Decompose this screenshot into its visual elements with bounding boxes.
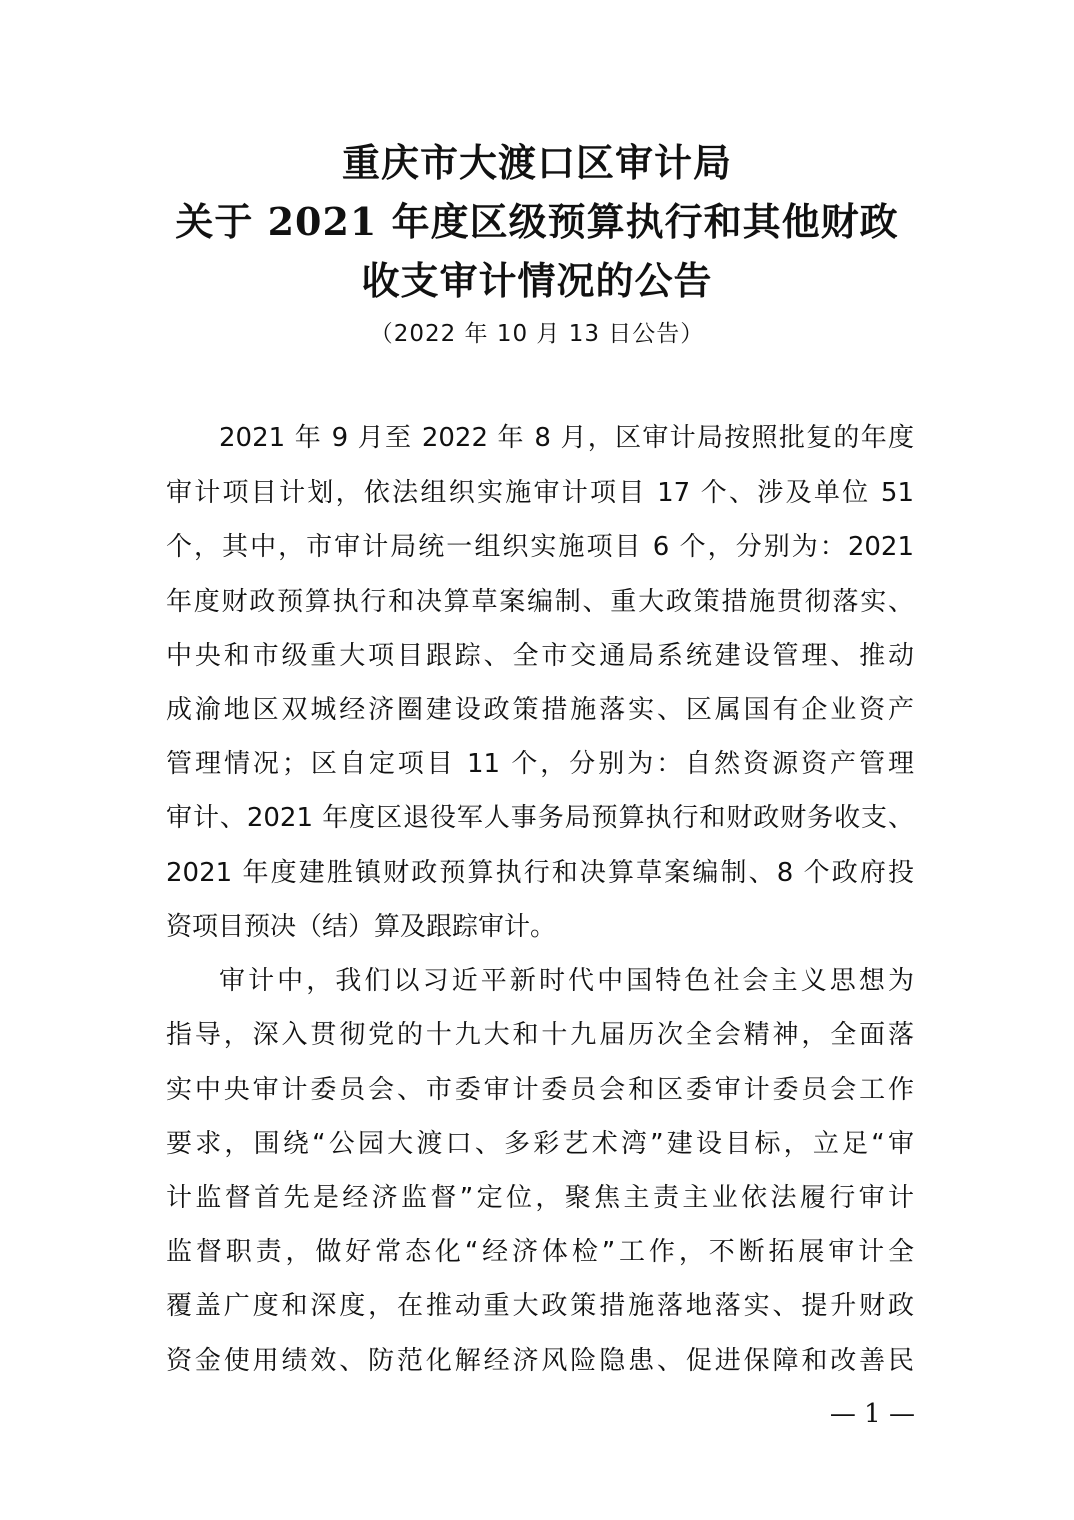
paragraph-1-line-2: 审计项目计划，依法组织实施审计项目 17 个、涉及单位 51	[166, 478, 914, 508]
paragraph-2-line-1: 审计中，我们以习近平新时代中国特色社会主义思想为	[219, 966, 914, 996]
paragraph-1-line-3: 个，其中，市审计局统一组织实施项目 6 个，分别为：2021	[166, 532, 914, 562]
paragraph-1-line-8: 审计、2021 年度区退役军人事务局预算执行和财政财务收支、	[166, 803, 914, 833]
paragraph-2-line-7: 覆盖广度和深度，在推动重大政策措施落地落实、提升财政	[166, 1291, 914, 1321]
paragraph-1-line-7: 管理情况；区自定项目 11 个，分别为：自然资源资产管理	[166, 749, 914, 779]
paragraph-2-line-2: 指导，深入贯彻党的十九大和十九届历次全会精神，全面落	[166, 1020, 914, 1050]
paragraph-1-line-1: 2021 年 9 月至 2022 年 8 月，区审计局按照批复的年度	[219, 423, 914, 453]
paragraph-2-line-8: 资金使用绩效、防范化解经济风险隐患、促进保障和改善民	[166, 1346, 914, 1376]
paragraph-1-line-4: 年度财政预算执行和决算草案编制、重大政策措施贯彻落实、	[166, 587, 914, 617]
paragraph-1-line-5: 中央和市级重大项目跟踪、全市交通局系统建设管理、推动	[166, 641, 914, 671]
paragraph-1-line-6: 成渝地区双城经济圈建设政策措施落实、区属国有企业资产	[166, 695, 914, 725]
document-title-line-3: 收支审计情况的公告	[361, 258, 713, 303]
page-number: — 1 —	[829, 1399, 915, 1429]
paragraph-2-line-3: 实中央审计委员会、市委审计委员会和区委审计委员会工作	[166, 1075, 914, 1105]
paragraph-2-line-5: 计监督首先是经济监督”定位，聚焦主责主业依法履行审计	[166, 1183, 914, 1213]
announcement-date: （2022 年 10 月 13 日公告）	[369, 321, 705, 347]
paragraph-2-line-6: 监督职责，做好常态化“经济体检”工作，不断拓展审计全	[166, 1237, 914, 1267]
paragraph-1-line-10: 资项目预决（结）算及跟踪审计。	[166, 912, 557, 942]
paragraph-2-line-4: 要求，围绕“公园大渡口、多彩艺术湾”建设目标，立足“审	[166, 1129, 914, 1159]
paragraph-1-line-9: 2021 年度建胜镇财政预算执行和决算草案编制、8 个政府投	[166, 858, 914, 888]
document-title-line-2: 关于 2021 年度区级预算执行和其他财政	[175, 199, 899, 244]
document-title-line-1: 重庆市大渡口区审计局	[341, 140, 732, 185]
